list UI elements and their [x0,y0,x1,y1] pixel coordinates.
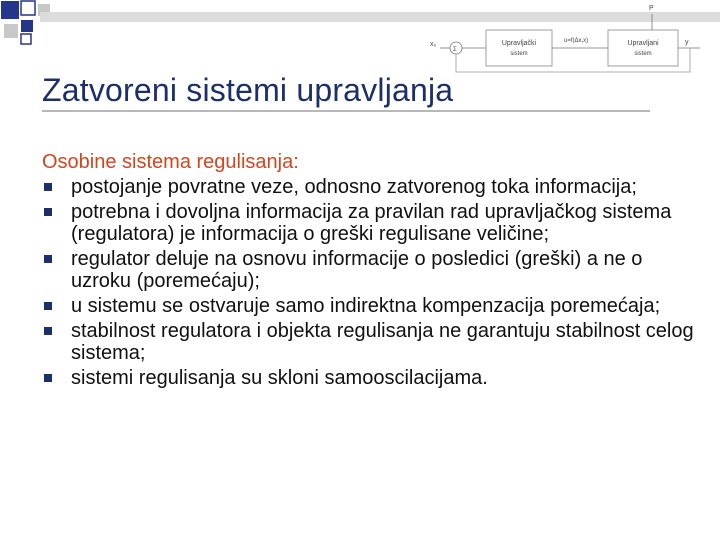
slide-title: Zatvoreni sistemi upravljanja [42,72,454,108]
bullet-item [42,176,702,198]
bullet-text: u sistemu se ostvaruje samo indirektna kompenzacija poremećaja; [71,295,661,317]
bullet-item [42,367,702,389]
bullet-square-icon [44,327,52,335]
bullet-square-icon [44,302,52,310]
feedback-block-diagram [428,0,720,76]
decor-square [4,24,18,38]
bullet-text: potrebna i dovoljna informacija za pravilan rad upravljačkog sistema (regulatora) je informacija o greški regulisane veličine; [71,201,672,245]
decor-square [21,1,35,15]
decor-square [21,34,31,44]
bullet-square-icon [44,183,52,191]
diagram-controller-label: sistem [510,51,528,57]
title-divider [42,110,650,112]
bullet-item [42,320,702,364]
diagram-object-label: sistem [634,51,652,57]
bullet-item [42,295,702,317]
decor-square [21,20,33,32]
slide-content [42,150,702,392]
bullet-text: postojanje povratne veze, odnosno zatvorenog toka informacija; [71,176,637,198]
bullet-item [42,248,702,292]
diagram-object-label: Upravljani [627,40,659,47]
bullet-item [42,201,702,245]
decor-square [1,1,19,19]
bullet-text: regulator deluje na osnovu informacije o posledici (greški) a ne o uzroku (poremećaju); [71,248,643,292]
diagram-input-label: x₀ [430,41,437,48]
bullet-square-icon [44,255,52,263]
diagram-object-block [608,30,678,66]
diagram-disturbance-label: P [649,5,654,12]
bullet-list [42,176,702,389]
bullet-text: sistemi regulisanja su skloni samooscilacijama. [71,367,488,389]
diagram-controller-block [486,30,552,66]
bullet-text: stabilnost regulatora i objekta regulisanja ne garantuju stabilnost celog sistema; [71,320,694,364]
corner-squares-decoration [0,0,60,50]
diagram-control-signal-label: u=f(Δx,x) [564,38,589,44]
bullet-square-icon [44,374,52,382]
diagram-output-label: y [685,39,689,46]
intro-heading: Osobine sistema regulisanja: [42,151,299,173]
diagram-controller-label: Upravljački [501,40,537,47]
bullet-square-icon [44,208,52,216]
diagram-sum-label: Σ [453,47,457,53]
